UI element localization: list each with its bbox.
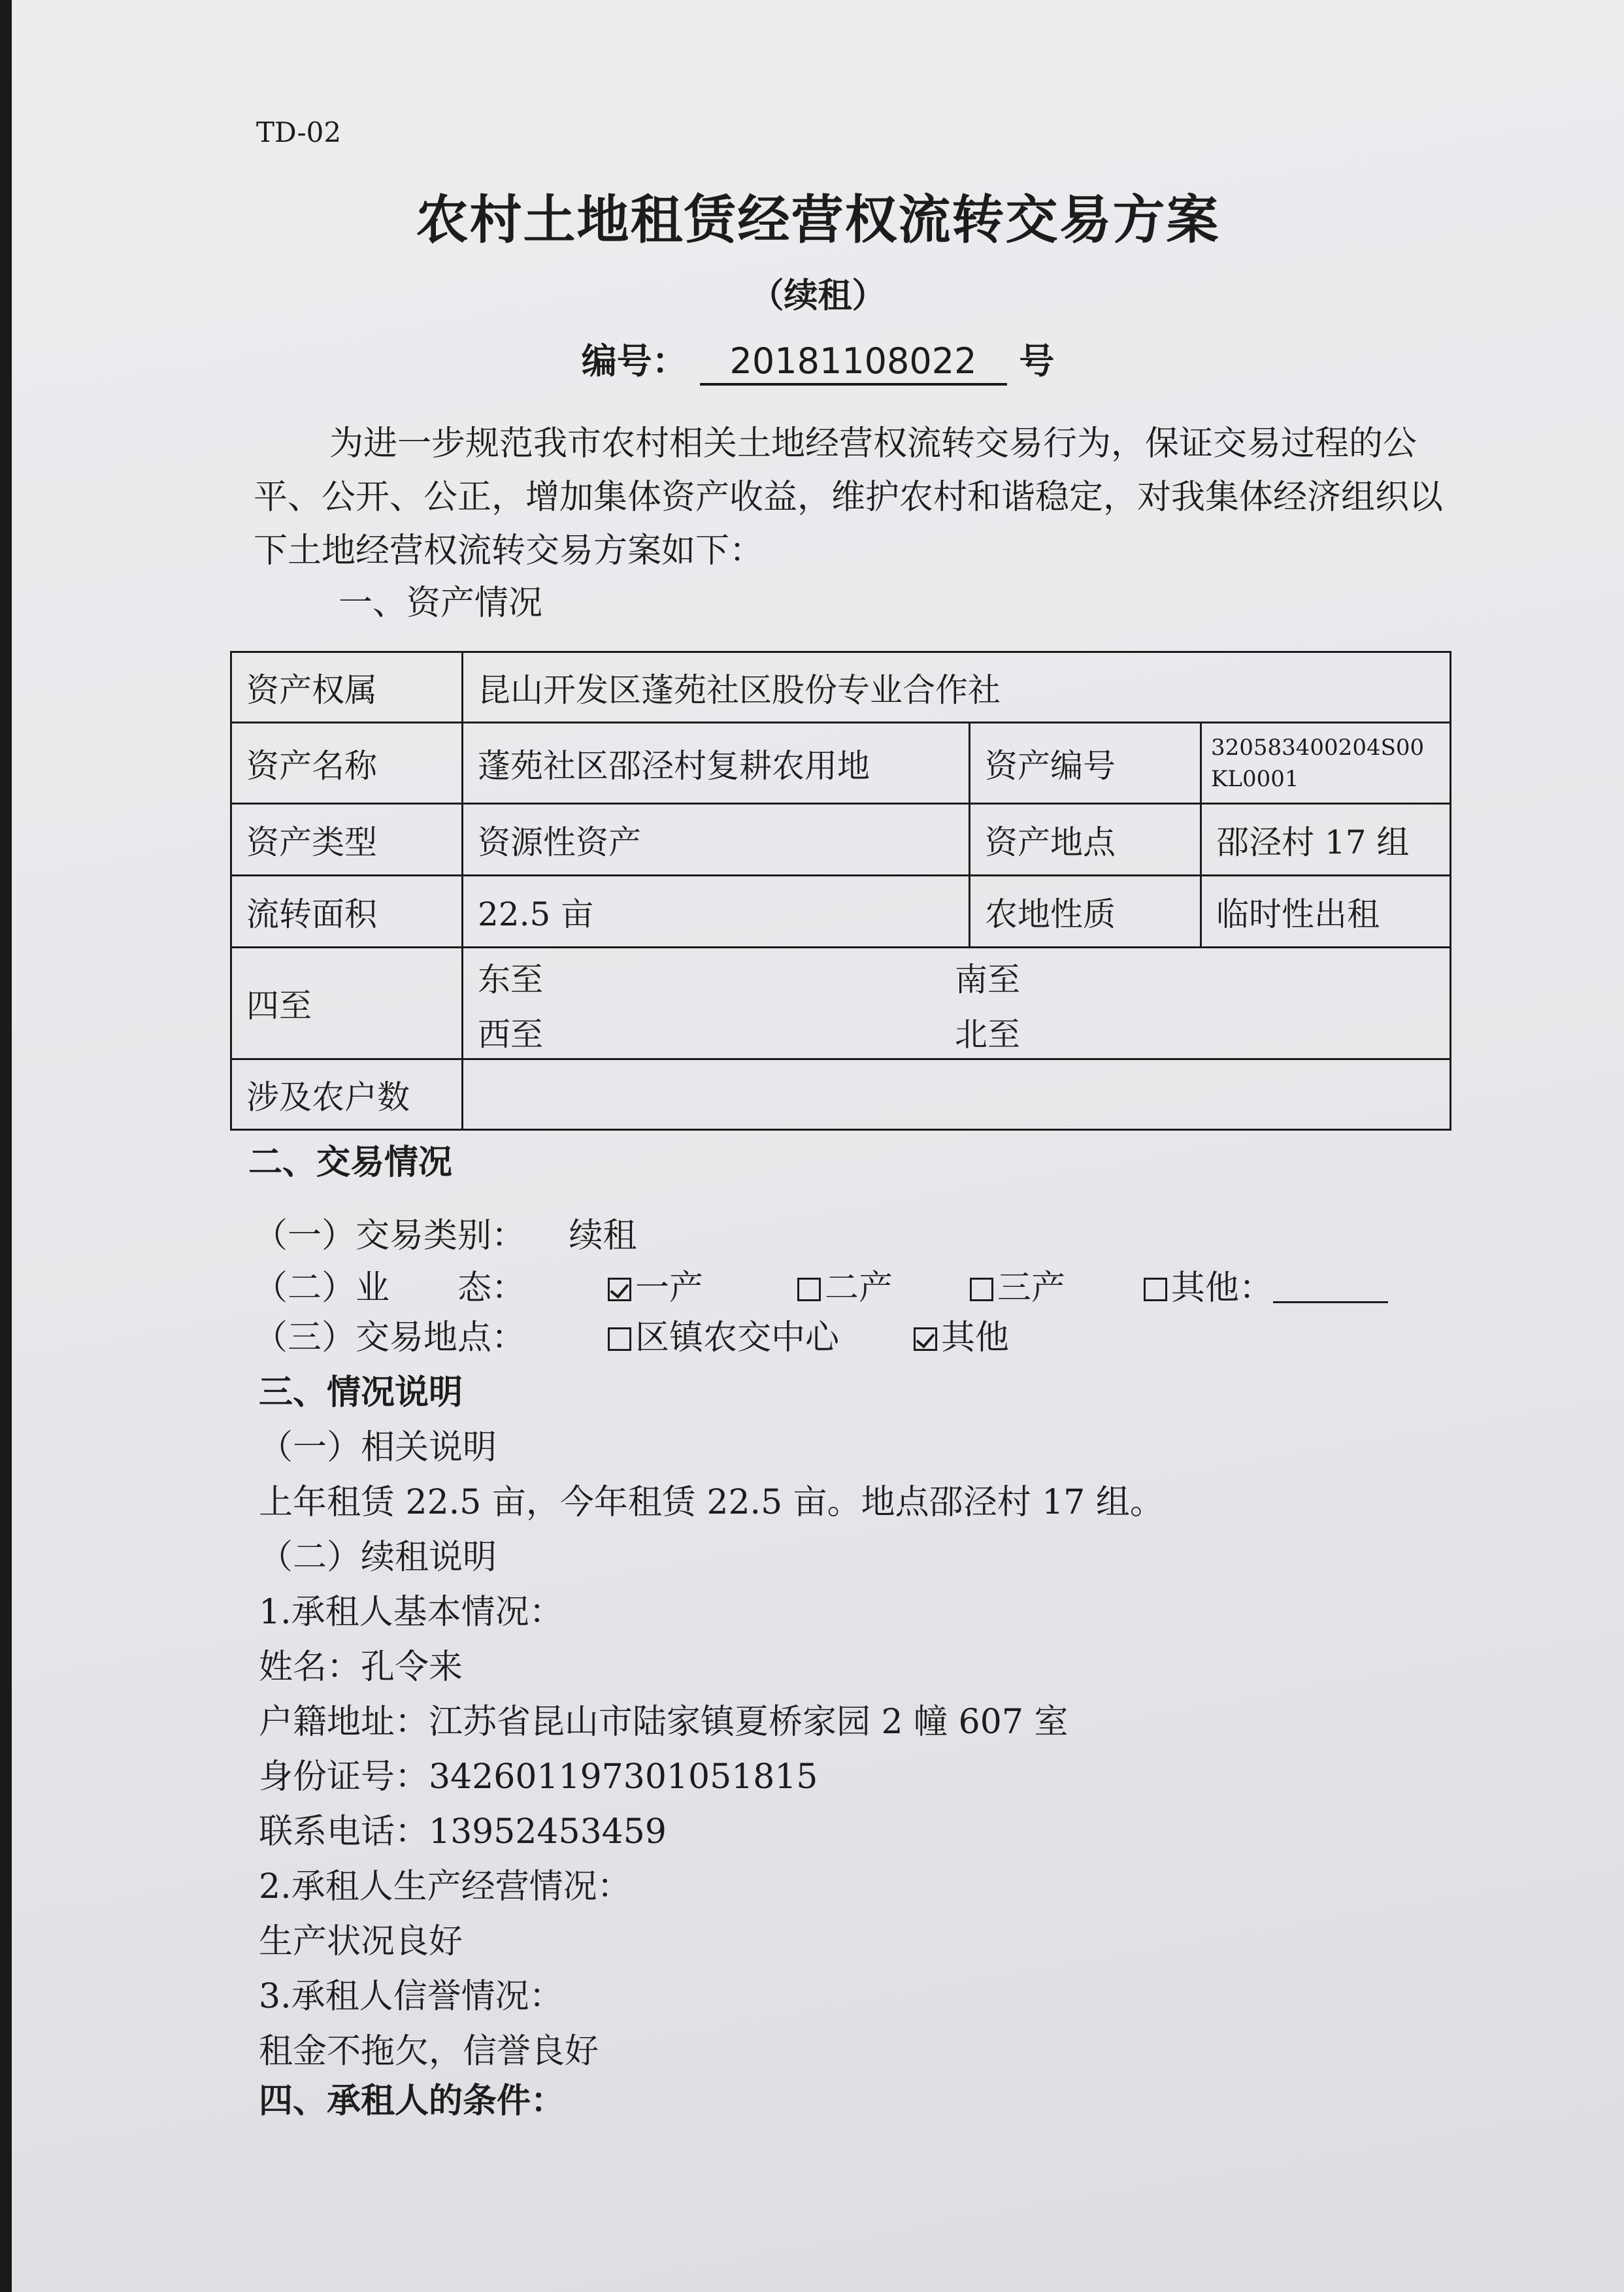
table-row xyxy=(231,804,1451,876)
households-label: 涉及农户数 xyxy=(231,1059,463,1130)
sub1-heading: （一）相关说明 xyxy=(259,1428,497,1467)
document-page xyxy=(12,0,1624,2292)
bounds-value xyxy=(463,948,1451,1059)
sub2-heading: （二）续租说明 xyxy=(259,1538,497,1577)
nature-value: 临时性出租 xyxy=(1201,876,1451,948)
industry-option-other[interactable]: 其他： xyxy=(1144,1260,1388,1309)
industry-line xyxy=(254,1260,525,1309)
place-option-other[interactable]: 其他 xyxy=(914,1310,1009,1359)
checkbox-checked-icon[interactable] xyxy=(608,1278,631,1301)
asset-type-label: 资产类型 xyxy=(231,804,463,876)
lessee-credit-text: 租金不拖欠，信誉良好 xyxy=(259,2032,599,2071)
lessee-operation-text: 生产状况良好 xyxy=(259,1922,463,1961)
asset-name-label: 资产名称 xyxy=(231,723,463,804)
number-suffix: 号 xyxy=(1019,340,1055,382)
place-option-center[interactable]: 区镇农交中心 xyxy=(608,1310,839,1359)
asset-table xyxy=(230,651,1451,1131)
asset-id-value: 320583400204S00KL0001 xyxy=(1201,723,1451,804)
table-row xyxy=(231,652,1451,723)
sub1-text: 上年租赁 22.5 亩，今年租赁 22.5 亩。地点邵泾村 17 组。 xyxy=(259,1483,1164,1522)
bounds-label: 四至 xyxy=(231,948,463,1059)
asset-type-value: 资源性资产 xyxy=(463,804,970,876)
table-row xyxy=(231,876,1451,948)
doc-code: TD-02 xyxy=(256,116,342,148)
lessee-basic-heading: 1.承租人基本情况： xyxy=(259,1593,563,1632)
checkbox-icon[interactable] xyxy=(797,1278,821,1301)
place-line xyxy=(254,1310,525,1359)
bound-north: 北至 xyxy=(955,1016,1020,1054)
industry-label: （二）业 态： xyxy=(254,1269,526,1308)
other-blank-field[interactable] xyxy=(1273,1272,1388,1303)
checkbox-icon[interactable] xyxy=(608,1327,631,1351)
lessee-id-number: 身份证号：342601197301051815 xyxy=(259,1757,818,1797)
intro-paragraph: 为进一步规范我市农村相关土地经营权流转交易行为，保证交易过程的公平、公开、公正，增加集体资产收益，维护农村和谐稳定，对我集体经济组织以下土地经营权流转交易方案如下： xyxy=(254,424,1444,571)
trade-type-label: （一）交易类别： xyxy=(254,1216,526,1255)
asset-location-label: 资产地点 xyxy=(970,804,1201,876)
checkbox-checked-icon[interactable] xyxy=(914,1327,937,1351)
page-title: 农村土地租赁经营权流转交易方案 xyxy=(416,189,1220,250)
lessee-credit-heading: 3.承租人信誉情况： xyxy=(259,1977,563,2016)
ownership-value: 昆山开发区蓬苑社区股份专业合作社 xyxy=(463,652,1451,723)
number-value: 20181108022 xyxy=(700,340,1007,386)
page-subtitle: （续租） xyxy=(750,276,886,316)
industry-option-primary[interactable]: 一产 xyxy=(608,1260,703,1309)
checkbox-icon[interactable] xyxy=(970,1278,993,1301)
lessee-name: 姓名：孔令来 xyxy=(259,1648,463,1687)
table-row xyxy=(231,723,1451,804)
checkbox-icon[interactable] xyxy=(1144,1278,1167,1301)
trade-type-line xyxy=(254,1208,637,1257)
table-row xyxy=(231,1059,1451,1130)
households-value xyxy=(463,1059,1451,1130)
section2-heading: 二、交易情况 xyxy=(248,1142,453,1182)
nature-label: 农地性质 xyxy=(970,876,1201,948)
section3-heading: 三、情况说明 xyxy=(259,1372,463,1412)
section1-heading: 一、资产情况 xyxy=(339,584,543,623)
document-number xyxy=(12,333,1624,386)
bound-south: 南至 xyxy=(955,961,1020,999)
industry-option-tertiary[interactable]: 三产 xyxy=(970,1260,1065,1309)
bound-east: 东至 xyxy=(478,961,543,999)
lessee-phone: 联系电话：13952453459 xyxy=(259,1812,667,1852)
bound-west: 西至 xyxy=(478,1016,543,1054)
lessee-operation-heading: 2.承租人生产经营情况： xyxy=(259,1867,631,1906)
trade-type-value: 续租 xyxy=(569,1216,637,1255)
lessee-address: 户籍地址：江苏省昆山市陆家镇夏桥家园 2 幢 607 室 xyxy=(259,1702,1069,1742)
section4-heading: 四、承租人的条件： xyxy=(259,2081,565,2121)
industry-option-secondary[interactable]: 二产 xyxy=(797,1260,893,1309)
asset-location-value: 邵泾村 17 组 xyxy=(1201,804,1451,876)
area-label: 流转面积 xyxy=(231,876,463,948)
table-row xyxy=(231,948,1451,1059)
ownership-label: 资产权属 xyxy=(231,652,463,723)
area-value: 22.5 亩 xyxy=(463,876,970,948)
asset-name-value: 蓬苑社区邵泾村复耕农用地 xyxy=(463,723,970,804)
number-label: 编号： xyxy=(581,340,688,382)
asset-id-label: 资产编号 xyxy=(970,723,1201,804)
place-label: （三）交易地点： xyxy=(254,1318,526,1357)
